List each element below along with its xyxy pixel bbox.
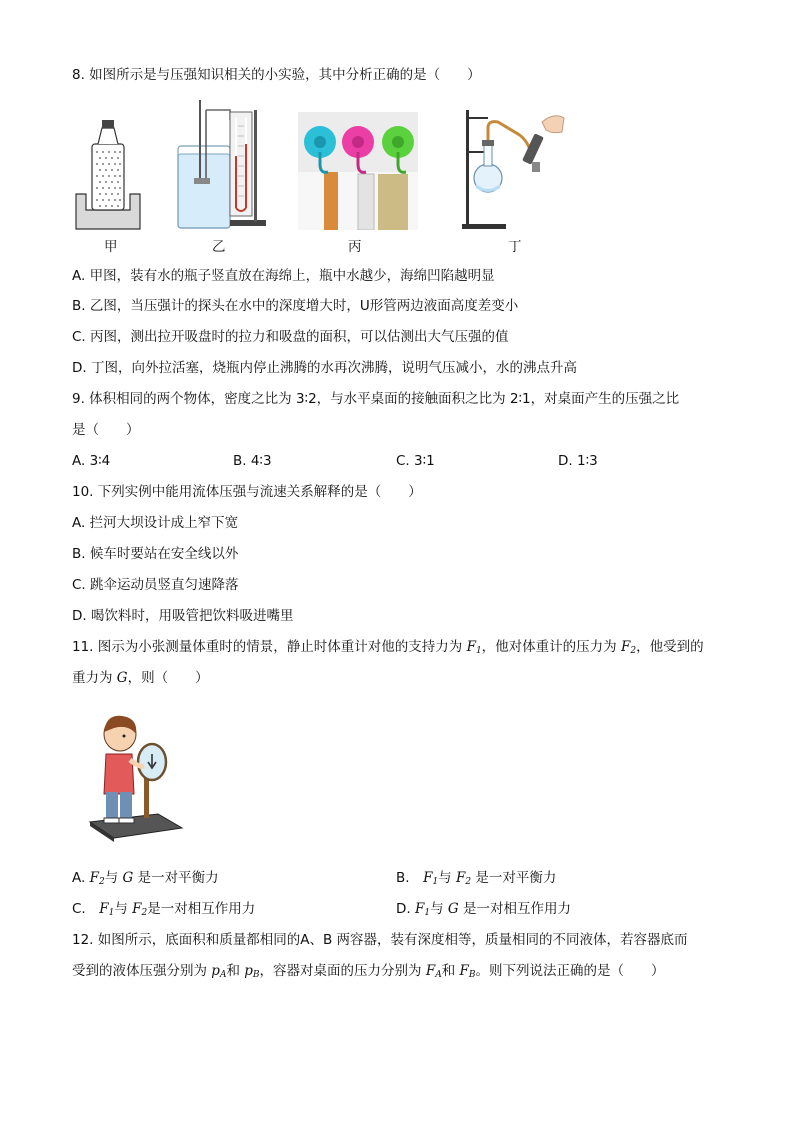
q11-option-a: A. $F_2$与 G 是一对平衡力 [72,870,219,887]
q10-option-c: C. 跳伞运动员竖直匀速降落 [72,577,239,593]
figure-boy-on-scale [88,710,184,842]
figure-caption-jia: 甲 [104,239,118,255]
q9-option-c: C. 3∶1 [396,453,435,469]
q11-stem-part-a: 11. 图示为小张测量体重时的情景，静止时体重计对他的支持力为 [72,639,467,655]
q11-stem-line1 [72,638,704,660]
q11-stem-part-b: ，他对体重计的压力为 [481,639,621,655]
figure-bing-suction-cups [298,112,418,230]
q8-option-c: C. 丙图，测出拉开吸盘时的拉力和吸盘的面积，可以估测出大气压强的值 [72,329,509,345]
q10-option-a: A. 拦河大坝设计成上窄下宽 [72,515,239,531]
q9-stem-line1: 9. 体积相同的两个物体，密度之比为 3∶2，与水平桌面的接触面积之比为 2∶1，对桌面产生的压强之比 [72,391,680,407]
q9-option-d: D. 1∶3 [558,453,598,469]
q10-stem: 10. 下列实例中能用流体压强与流速关系解释的是（ ） [72,484,422,500]
q9-option-a: A. 3∶4 [72,453,111,469]
figure-caption-ding: 丁 [508,239,522,255]
figure-ding-flask-syringe [458,104,570,232]
figure-yi-pressure-gauge [170,96,270,232]
q8-option-d: D. 丁图，向外拉活塞，烧瓶内停止沸腾的水再次沸腾，说明气压减小，水的沸点升高 [72,360,577,376]
q11-option-b: B. $F_1$与 $F_2$ 是一对平衡力 [396,870,557,887]
q11-stem-line2-a: 重力为 [72,670,117,686]
q11-option-d: D. $F_1$与 G 是一对相互作用力 [396,901,571,918]
q8-option-b: B. 乙图，当压强计的探头在水中的深度增大时，U形管两边液面高度差变小 [72,298,519,314]
q8-option-a: A. 甲图，装有水的瓶子竖直放在海绵上，瓶中水越少，海绵凹陷越明显 [72,268,495,284]
figure-caption-bing: 丙 [348,239,362,255]
q11-stem-part-c: ，他受到的 [636,639,704,655]
q9-stem-line2: 是（ ） [72,422,140,438]
q10-option-d: D. 喝饮料时，用吸管把饮料吸进嘴里 [72,608,294,624]
q11-symbol-f2: $F_2$ [620,639,637,656]
figure-jia-bottle-on-sponge [72,112,144,232]
q11-stem-line2-b: ，则（ ） [127,670,209,686]
q11-symbol-g: G [116,670,128,686]
q11-stem-line2 [72,669,209,687]
figure-caption-yi: 乙 [212,239,226,255]
q12-stem-line1: 12. 如图所示，底面积和质量都相同的A、B 两容器，装有深度相等，质量相同的不同液体，若容器底而 [72,932,688,948]
q11-option-c: C. $F_1$与 $F_2$是一对相互作用力 [72,901,256,918]
q10-option-b: B. 候车时要站在安全线以外 [72,546,239,562]
q12-stem-line2: 受到的液体压强分别为 $p_A$和 $p_B$，容器对桌面的压力分别为 $F_A$和 $F_B$。则下列说法正确的是（ ） [72,963,665,980]
q8-stem: 8. 如图所示是与压强知识相关的小实验，其中分析正确的是（ ） [72,67,481,83]
q9-option-b: B. 4∶3 [233,453,272,469]
q11-symbol-f1: $F_1$ [466,639,482,656]
